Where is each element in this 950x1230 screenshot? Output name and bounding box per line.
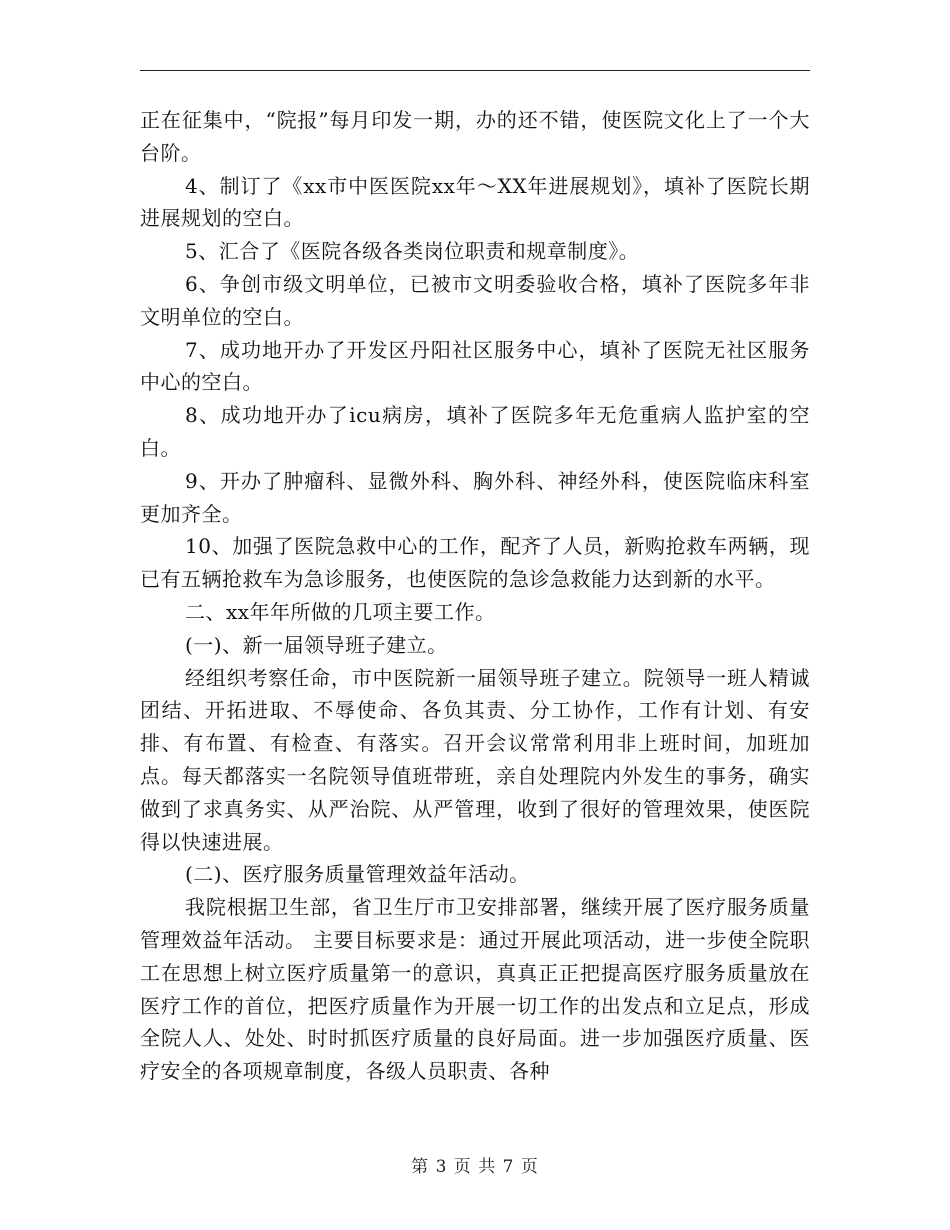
paragraph: 9、开办了肿瘤科、显微外科、胸外科、神经外科，使医院临床科室更加齐全。 [140,468,810,526]
paragraph: 经组织考察任命，市中医院新一届领导班子建立。院领导一班人精诚团结、开拓进取、不辱使命、各负其责、分工协作，工作有计划、有安排、有布置、有检查、有落实。召开会议常常利用非上班时间，加班加点。每天都落实一名院领导值班带班，亲自处理院内外发生的事务，确实做到了求真务实、从严治院、从严管理，收到了很好的管理效果，使医院得以快速进展。 [140,665,810,854]
paragraph: 二、xx年年所做的几项主要工作。 [185,599,496,624]
paragraph: 4、制订了《xx市中医医院xx年～XX年进展规划》，填补了医院长期进展规划的空白。 [140,173,810,231]
paragraph: 10、加强了医院急救中心的工作，配齐了人员，新购抢救车两辆，现已有五辆抢救车为急诊服务，也使医院的急诊急救能力达到新的水平。 [140,534,810,592]
paragraph: 7、成功地开办了开发区丹阳社区服务中心，填补了医院无社区服务中心的空白。 [140,337,810,395]
paragraph: 我院根据卫生部，省卫生厅市卫安排部署，继续开展了医疗服务质量管理效益年活动。 主要目标要求是：通过开展此项活动，进一步使全院职工在思想上树立医疗质量第一的意识，真真正正把提高医疗服务质量放在医疗工作的首位，把医疗质量作为开展一切工作的出发点和立足点，形成全院人人、处处、时时抓医疗质量的良好局面。进一步加强医疗质量、医疗安全的各项规章制度，各级人员职责、各种 [140,895,810,1084]
paragraph: 6、争创市级文明单位，已被市文明委验收合格，填补了医院多年非文明单位的空白。 [140,271,810,329]
paragraph: 8、成功地开办了icu病房，填补了医院多年无危重病人监护室的空白。 [140,403,810,460]
document-body [140,104,810,1088]
page-number: 第 3 页 共 7 页 [411,1157,539,1177]
paragraph: (一)、新一届领导班子建立。 [185,632,448,657]
paragraph: (二)、医疗服务质量管理效益年活动。 [185,862,530,887]
paragraph: 正在征集中，“院报”每月印发一期，办的还不错，使医院文化上了一个大台阶。 [140,108,810,165]
paragraph: 5、汇合了《医院各级各类岗位职责和规章制度》。 [185,239,640,264]
header-rule [140,70,810,71]
